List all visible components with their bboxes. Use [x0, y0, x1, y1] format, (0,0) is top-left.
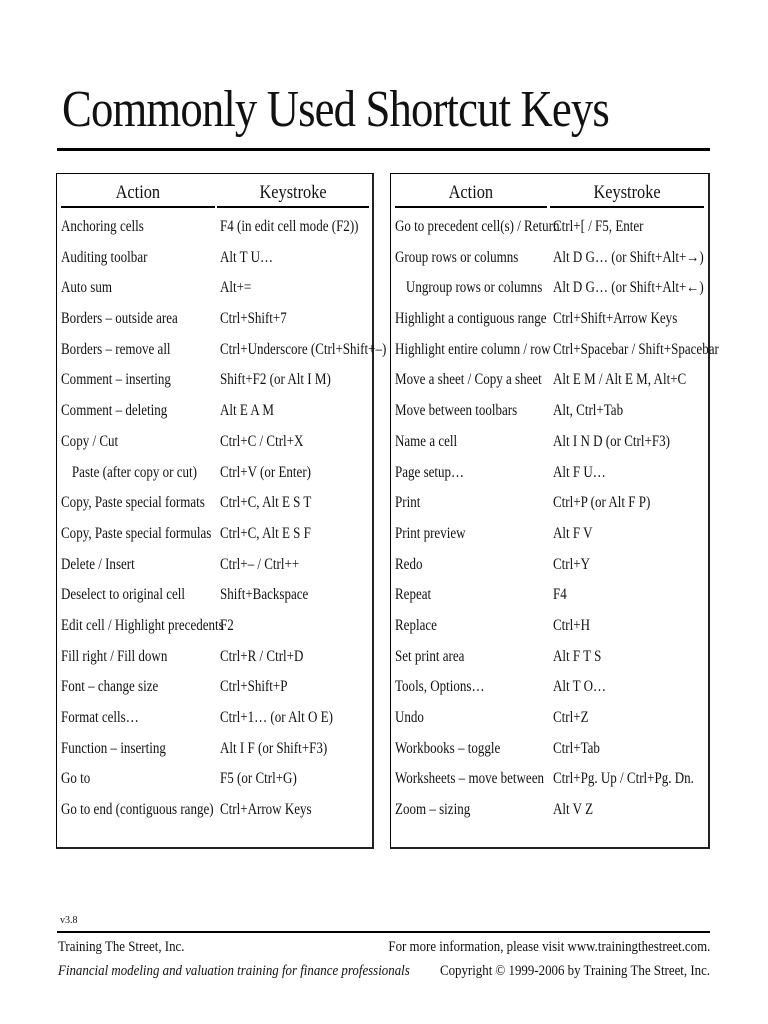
shortcut-row	[391, 739, 708, 770]
shortcut-row	[391, 309, 708, 340]
shortcut-row	[57, 769, 372, 800]
shortcut-row	[391, 401, 708, 432]
shortcut-row	[391, 677, 708, 708]
column-header-action: Action	[395, 180, 547, 208]
keystroke-cell: Ctrl+Underscore (Ctrl+Shift+–)	[220, 340, 387, 358]
action-cell: Auditing toolbar	[61, 248, 148, 266]
action-cell: Format cells…	[61, 709, 139, 726]
action-cell: Move between toolbars	[395, 402, 518, 420]
keystroke-cell: Ctrl+C, Alt E S F	[220, 524, 311, 542]
keystroke-cell: Ctrl+Spacebar / Shift+Spacebar	[553, 340, 719, 358]
shortcut-table-left	[56, 173, 387, 849]
action-cell: Fill right / Fill down	[61, 647, 168, 665]
keystroke-cell: Alt, Ctrl+Tab	[553, 402, 624, 420]
action-cell: Workbooks – toggle	[395, 739, 501, 757]
shortcut-row	[391, 616, 708, 647]
action-cell: Function – inserting	[61, 739, 166, 757]
shortcut-row	[391, 555, 708, 586]
keystroke-cell: F4	[553, 586, 567, 604]
version-label: v3.8	[60, 915, 78, 926]
shortcut-row	[391, 463, 708, 494]
keystroke-cell: Alt V Z	[553, 801, 594, 819]
keystroke-cell: Alt F V	[553, 524, 593, 542]
keystroke-cell: Ctrl+Tab	[553, 739, 600, 757]
shortcut-row	[391, 278, 708, 309]
action-cell: Auto sum	[61, 279, 113, 297]
shortcut-row	[391, 370, 708, 401]
action-cell: Group rows or columns	[395, 248, 519, 266]
keystroke-cell: Alt D G… (or Shift+Alt+→)	[553, 248, 704, 266]
action-cell: Font – change size	[61, 678, 159, 696]
action-cell: Go to precedent cell(s) / Return	[395, 218, 560, 235]
action-cell: Edit cell / Highlight precedents	[61, 616, 224, 634]
shortcut-list	[57, 217, 387, 831]
action-cell: Repeat	[395, 586, 432, 604]
shortcut-row	[57, 432, 372, 463]
shortcut-row	[391, 248, 708, 279]
action-cell: Replace	[395, 616, 437, 634]
column-header-keystroke: Keystroke	[217, 180, 369, 208]
keystroke-cell: Alt F T S	[553, 647, 602, 665]
action-cell: Paste (after copy or cut)	[71, 463, 198, 481]
keystroke-cell: Alt I N D (or Ctrl+F3)	[553, 432, 670, 450]
column-header-action: Action	[61, 180, 215, 208]
action-cell: Page setup…	[395, 463, 465, 481]
keystroke-cell: Ctrl+C, Alt E S T	[220, 494, 312, 512]
keystroke-cell: Alt F U…	[553, 463, 606, 481]
keystroke-cell: F5 (or Ctrl+G)	[220, 770, 297, 788]
action-cell: Go to	[61, 770, 91, 788]
shortcut-row	[57, 278, 372, 309]
action-cell: Zoom – sizing	[395, 801, 471, 819]
action-cell: Deselect to original cell	[61, 586, 186, 604]
shortcut-list	[391, 217, 719, 831]
action-cell: Borders – outside area	[61, 310, 178, 328]
action-cell: Set print area	[395, 647, 465, 665]
shortcut-row	[391, 217, 708, 248]
keystroke-cell: Shift+Backspace	[220, 586, 309, 604]
keystroke-cell: Ctrl+P (or Alt F P)	[553, 494, 651, 512]
keystroke-cell: Ctrl+C / Ctrl+X	[220, 432, 304, 450]
shortcut-row	[57, 616, 372, 647]
action-cell: Name a cell	[395, 432, 458, 450]
keystroke-cell: Alt E M / Alt E M, Alt+C	[553, 371, 687, 389]
keystroke-cell: Alt E A M	[220, 402, 274, 420]
keystroke-cell: Alt T U…	[220, 248, 274, 266]
action-cell: Copy / Cut	[61, 432, 119, 450]
more-info-text: For more information, please visit www.trainingthestreet.com.	[388, 939, 710, 955]
action-cell: Ungroup rows or columns	[405, 279, 543, 297]
action-cell: Borders – remove all	[61, 340, 171, 358]
keystroke-cell: Ctrl+Z	[553, 709, 589, 726]
keystroke-cell: Ctrl+Pg. Up / Ctrl+Pg. Dn.	[553, 770, 694, 788]
action-cell: Highlight entire column / row	[395, 340, 551, 358]
shortcut-row	[391, 800, 708, 831]
keystroke-cell: Alt D G… (or Shift+Alt+←)	[553, 279, 704, 297]
shortcut-row	[391, 524, 708, 555]
keystroke-cell: Ctrl+– / Ctrl++	[220, 555, 300, 573]
shortcut-row	[57, 585, 372, 616]
keystroke-cell: Ctrl+[ / F5, Enter	[553, 218, 644, 235]
action-cell: Comment – deleting	[61, 402, 168, 420]
keystroke-cell: Shift+F2 (or Alt I M)	[220, 371, 331, 389]
action-cell: Comment – inserting	[61, 371, 171, 389]
shortcut-row	[57, 677, 372, 708]
shortcut-row	[391, 769, 708, 800]
keystroke-cell: Alt+=	[220, 279, 252, 297]
action-cell: Delete / Insert	[61, 555, 135, 573]
action-cell: Copy, Paste special formats	[61, 494, 205, 512]
shortcut-row	[57, 708, 372, 739]
action-cell: Worksheets – move between	[395, 770, 545, 788]
shortcut-row	[57, 647, 372, 678]
shortcut-row	[391, 493, 708, 524]
keystroke-cell: F2	[220, 616, 234, 634]
keystroke-cell: Alt T O…	[553, 678, 607, 696]
action-cell: Tools, Options…	[395, 678, 485, 696]
keystroke-cell: Ctrl+Shift+P	[220, 678, 288, 696]
shortcut-row	[57, 309, 372, 340]
shortcut-row	[391, 432, 708, 463]
page-title: Commonly Used Shortcut Keys	[62, 81, 609, 138]
keystroke-cell: Ctrl+V (or Enter)	[220, 463, 311, 481]
keystroke-cell: Ctrl+Y	[553, 555, 591, 573]
company-tagline: Financial modeling and valuation training for finance professionals	[58, 963, 410, 979]
title-divider	[57, 148, 710, 151]
action-cell: Copy, Paste special formulas	[61, 524, 212, 542]
column-header-keystroke: Keystroke	[550, 180, 704, 208]
action-cell: Redo	[395, 555, 423, 573]
shortcut-row	[57, 524, 372, 555]
keystroke-cell: Ctrl+Arrow Keys	[220, 801, 312, 819]
shortcut-row	[57, 401, 372, 432]
action-cell: Anchoring cells	[61, 218, 144, 235]
shortcut-row	[391, 340, 719, 371]
action-cell: Print	[395, 494, 421, 512]
action-cell: Go to end (contiguous range)	[61, 801, 214, 819]
keystroke-cell: F4 (in edit cell mode (F2))	[220, 218, 359, 235]
shortcut-row	[391, 647, 708, 678]
keystroke-cell: Ctrl+Shift+7	[220, 310, 287, 328]
shortcut-row	[57, 370, 372, 401]
shortcut-row	[57, 555, 372, 586]
shortcut-row	[57, 217, 372, 248]
action-cell: Highlight a contiguous range	[395, 310, 547, 328]
shortcut-row	[57, 463, 372, 494]
shortcut-row	[391, 585, 708, 616]
keystroke-cell: Alt I F (or Shift+F3)	[220, 739, 328, 757]
shortcut-row	[391, 708, 708, 739]
shortcut-row	[57, 493, 372, 524]
keystroke-cell: Ctrl+R / Ctrl+D	[220, 647, 304, 665]
footer-divider	[57, 931, 710, 933]
company-name: Training The Street, Inc.	[58, 939, 185, 955]
shortcut-row	[57, 248, 372, 279]
action-cell: Undo	[395, 709, 424, 726]
keystroke-cell: Ctrl+Shift+Arrow Keys	[553, 310, 678, 328]
action-cell: Print preview	[395, 524, 466, 542]
action-cell: Move a sheet / Copy a sheet	[395, 371, 542, 389]
keystroke-cell: Ctrl+H	[553, 616, 591, 634]
shortcut-row	[57, 800, 372, 831]
shortcut-table-right	[390, 173, 719, 849]
copyright-text: Copyright © 1999-2006 by Training The Street, Inc.	[439, 963, 710, 979]
keystroke-cell: Ctrl+1… (or Alt O E)	[220, 709, 333, 726]
shortcut-row	[57, 739, 372, 770]
shortcut-row	[57, 340, 387, 371]
